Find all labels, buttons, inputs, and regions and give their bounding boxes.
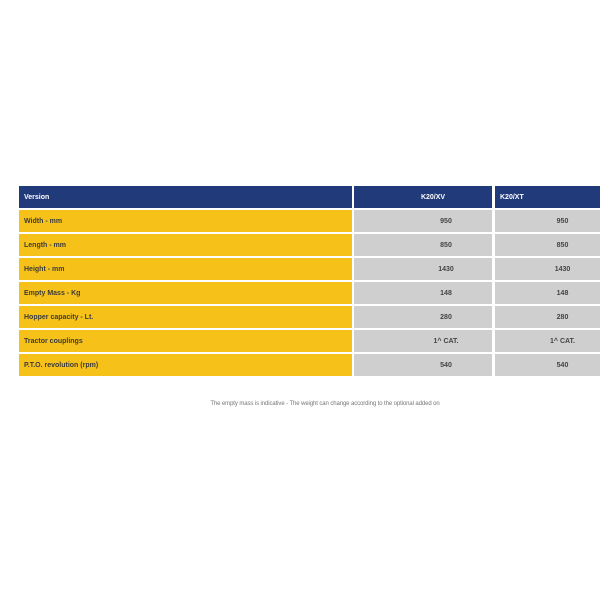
table-row xyxy=(19,258,600,280)
row-value-k20xv: 540 xyxy=(354,354,492,376)
table-row xyxy=(19,306,600,328)
header-model-k20xt: K20/XT xyxy=(495,186,600,208)
row-label: Width - mm xyxy=(19,210,352,232)
row-label: Hopper capacity - Lt. xyxy=(19,306,352,328)
table-header-row xyxy=(19,186,600,208)
row-value-k20xt: 950 xyxy=(495,210,600,232)
row-value-k20xv: 1430 xyxy=(354,258,492,280)
row-label: Height - mm xyxy=(19,258,352,280)
row-value-k20xt: 1^ CAT. xyxy=(495,330,600,352)
table-row xyxy=(19,210,600,232)
row-value-k20xt: 850 xyxy=(495,234,600,256)
row-value-k20xv: 280 xyxy=(354,306,492,328)
row-label: Empty Mass - Kg xyxy=(19,282,352,304)
table-row xyxy=(19,282,600,304)
row-value-k20xv: 950 xyxy=(354,210,492,232)
table-row xyxy=(19,330,600,352)
row-value-k20xt: 1430 xyxy=(495,258,600,280)
header-model-k20xv: K20/XV xyxy=(354,186,492,208)
table-row xyxy=(19,354,600,376)
row-label: P.T.O. revolution (rpm) xyxy=(19,354,352,376)
table-row xyxy=(19,234,600,256)
row-label: Tractor couplings xyxy=(19,330,352,352)
header-version-label: Version xyxy=(19,186,352,208)
footnote: The empty mass is indicative - The weight can change according to the optional added on xyxy=(210,401,440,407)
row-label: Length - mm xyxy=(19,234,352,256)
row-value-k20xv: 850 xyxy=(354,234,492,256)
row-value-k20xt: 540 xyxy=(495,354,600,376)
spec-table xyxy=(19,186,600,378)
row-value-k20xt: 280 xyxy=(495,306,600,328)
row-value-k20xv: 1^ CAT. xyxy=(354,330,492,352)
row-value-k20xv: 148 xyxy=(354,282,492,304)
row-value-k20xt: 148 xyxy=(495,282,600,304)
